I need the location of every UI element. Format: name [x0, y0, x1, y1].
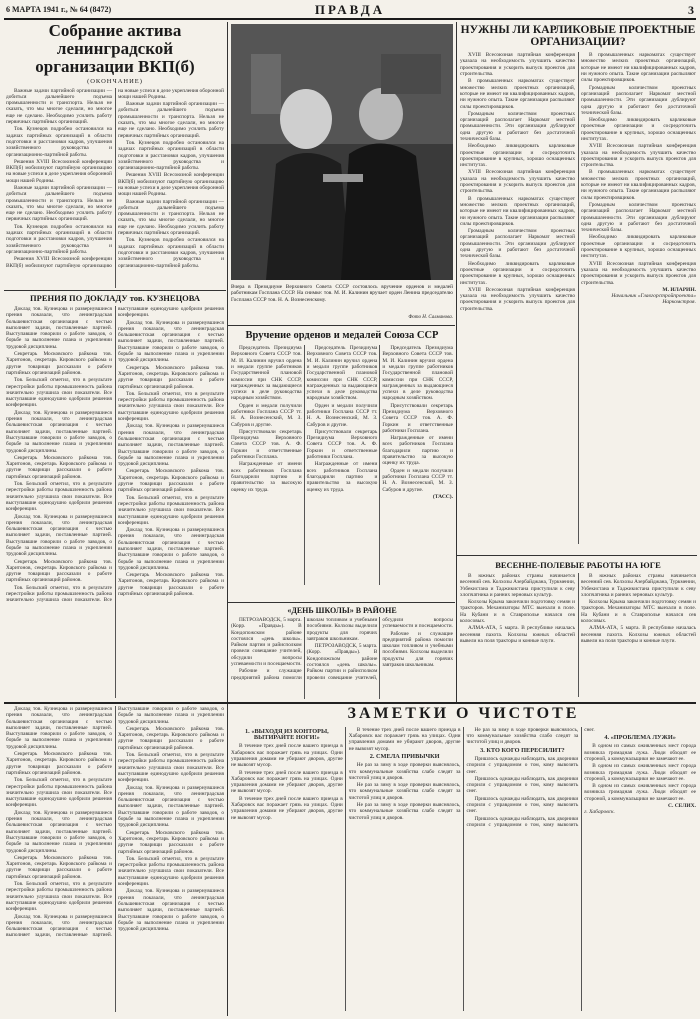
article-paragraph: В течение трех дней после вашего приезда в Хабаровск вас поражает грязь на улицах. Одни управления домами не убирают дворов, другие не вывозят мусор.	[231, 743, 343, 769]
article-headline: ПРЕНИЯ ПО ДОКЛАДУ тов. КУЗНЕЦОВА	[30, 293, 200, 303]
article-debate-continued	[6, 706, 224, 1014]
article-paragraph: Решения XVIII Всесоюзной конференции ВКП(б) мобилизуют партийную организацию на новые успехи в деле укрепления оборонной мощи нашей Родины.	[6, 158, 112, 184]
article-paragraph: Рабочие и служащие предприятий района помогли школам топливом и учебными пособиями. Колхозы выделили продукты для горячих завтраков школьникам.	[382, 630, 453, 669]
article-paragraph: Не раз за зиму в ходе проверки выяснялось, что коммунальные хозяйства слабо следят за чистотой улиц и дворов.	[348, 762, 461, 781]
newspaper-title: ПРАВДА	[314, 2, 386, 17]
article-paragraph: Пришлось однажды наблюдать, как дворники спорили с управдомом о том, кому вывозить снег.	[466, 795, 579, 815]
article-paragraph: XVIII Всесоюзная партийная конференция указала на необходимость улучшить качество проектирования и ускорить выпуск проектов для строительства.	[460, 286, 575, 312]
article-paragraph: Секретарь Московского райкома тов. Харитонов, секретарь Кировского райкома и другие товарищи рассказали о работе партийных организаций районов.	[6, 751, 112, 776]
article-paragraph: АЛМА-АТА, 5 марта. В республике началась весенняя пахота. Колхозы южных областей вывели на поля тракторы и конные плуги.	[581, 625, 696, 644]
article-paragraph: В южных районах страны начинается весенний сев. Колхозы Азербайджана, Туркмении, Узбекистана и Таджикистана приступили к севу хлопчатника и ранних зерновых культур.	[460, 573, 575, 598]
article-paragraph: Не раз за зиму в ходе проверки выяснялось, что коммунальные хозяйства слабо следят за чистотой улиц и дворов.	[348, 802, 461, 821]
article-paragraph: Секретарь Московского райкома тов. Харитонов, секретарь Кировского райкома и другие товарищи рассказали о работе партийных организаций районов.	[118, 572, 224, 598]
article-paragraph: Тов. Бельский отметил, что в результате перестройки работы промышленность района значительно улучшила свои показатели. Все выступавшие единодушно одобрили решения конференции.	[6, 777, 112, 809]
article-paragraph: Доклад тов. Кузнецова и развернувшиеся прения показали, что ленинградская большевистская организация с честью выполняет задачи, поставленные партией. Выступавшие говорили о работе заводов, о борьбе за выполнение плана и укреплении трудовой дисциплины.	[118, 319, 224, 364]
article-spring-fieldwork	[460, 560, 696, 700]
article-paragraph: Доклад тов. Кузнецова и развернувшиеся прения показали, что ленинградская большевистская организация с честью выполняет задачи, поставленные партией. Выступавшие говорили о работе заводов, о борьбе за выполнение плана и укреплении трудовой дисциплины.	[118, 888, 224, 933]
article-paragraph: Рабочие и служащие предприятий района помогли школам топливом и учебными пособиями. Колхозы выделили продукты для горячих завтраков школьникам.	[231, 617, 378, 681]
photo-credit: Фото Н. Салманова.	[408, 315, 453, 320]
article-paragraph: ПЕТРОЗАВОДСК, 5 марта. (Корр. «Правды»). В Кондопожском районе состоялся «день школы». Райком партии и райисполком провели совещание учителей, обсудили вопросы успеваемости и посещаемости.	[306, 617, 453, 681]
article-paragraph: XVIII Всесоюзная партийная конференция указала на необходимость улучшить качество проектирования и ускорить выпуск проектов для строительства.	[460, 169, 575, 195]
article-paragraph: Орден и медали получили работники Госплана СССР тт. Н. А. Вознесенский, М. З. Сабуров и другие.	[231, 402, 302, 428]
article-paragraph: Председатель Президиума Верховного Совета СССР тов. М. И. Калинин вручил ордена и медали группе работников Государственной плановой комиссии при СНК СССР, награжденных за выдающиеся успехи в деле руководства народным хозяйством.	[306, 345, 378, 402]
article-paragraph: Важные задачи партийной организации — добиться дальнейшего подъема промышленности и транспорта. Нельзя не сказать, что мы многое сделали, но многое еще не сделано. Необходимо усилить работу первичных партийных организаций.	[118, 198, 224, 237]
article-signature: (ТАСС).	[432, 493, 453, 500]
article-paragraph: Колхозы Крыма закончили подготовку семян и тракторов. Механизаторы МТС выехали в поле. На Кубани и в Ставрополье начался сев колосовых.	[460, 599, 575, 625]
issue-date: 6 МАРТА 1941 г., № 64 (8472)	[6, 5, 112, 14]
section-heading: 2. СМЕЛА ПРИВЫЧКИ	[369, 752, 440, 760]
article-paragraph: Необходимо ликвидировать карликовые проектные организации и сосредоточить проектирование в крупных, хорошо оснащенных институтах.	[581, 234, 696, 260]
article-paragraph: Решения XVIII Всесоюзной конференции ВКП(б) мобилизуют партийную организацию на новые успехи в деле укрепления оборонной мощи нашей Родины.	[6, 87, 224, 269]
article-paragraph: Доклад тов. Кузнецова и развернувшиеся прения показали, что ленинградская большевистская организация с честью выполняет задачи, поставленные партией. Выступавшие говорили о работе заводов, о борьбе за выполнение плана и укреплении трудовой дисциплины.	[6, 513, 112, 558]
article-paragraph: XVIII Всесоюзная партийная конференция указала на необходимость улучшить качество проектирования и ускорить выпуск проектов для строительства.	[581, 143, 696, 169]
article-paragraph: Тов. Кузнецов подробно остановился на задачах партийных организаций в области подготовки и расстановки кадров, улучшения хозяйственного руководства и организационно-партийной работы.	[118, 139, 224, 172]
article-headline: ЗАМЕТКИ О ЧИСТОТЕ	[347, 706, 580, 722]
article-paragraph: В течение трех дней после вашего приезда в Хабаровск вас поражает грязь на улицах. Одни управления домами не убирают дворов, другие не вывозят мусор.	[231, 769, 343, 795]
article-design-organizations	[460, 24, 696, 552]
article-paragraph: Необходимо ликвидировать карликовые проектные организации и сосредоточить проектирование в крупных, хорошо оснащенных институтах.	[460, 143, 575, 169]
section-heading: 1. «ВЫХОДЯ ИЗ КОНТОРЫ, ВЫТИРАЙТЕ НОГИ!»	[245, 727, 329, 742]
article-paragraph: Тов. Кузнецов подробно остановился на задачах партийных организаций в области подготовки и расстановки кадров, улучшения хозяйственного руководства и организационно-партийной работы.	[6, 223, 112, 255]
article-paragraph: Орден и медали получили работники Госплана СССР тт. Н. А. Вознесенский, М. З. Сабуров и другие.	[382, 467, 453, 493]
article-paragraph: Громадным количеством проектных организаций располагает Наркомат местной промышленности. Эти организации дублируют одна другую и работают без достаточной технической базы.	[460, 110, 575, 142]
article-paragraph: Важные задачи партийной организации — добиться дальнейшего подъема промышленности и транспорта. Нельзя не сказать, что мы многое сделали, но многое еще не сделано. Необходимо усилить работу первичных партийных организаций.	[6, 87, 112, 126]
article-paragraph: Не раз за зиму в ходе проверки выяснялось, что коммунальные хозяйства слабо следят за чистотой улиц и дворов.	[466, 726, 579, 746]
article-paragraph: Доклад тов. Кузнецова и развернувшиеся прения показали, что ленинградская большевистская организация с честью выполняет задачи, поставленные партией. Выступавшие говорили о работе заводов, о борьбе за выполнение плана и укреплении трудовой дисциплины.	[118, 423, 224, 468]
article-paragraph: Присутствовали секретарь Президиума Верховного Совета СССР тов. А. Ф. Горкин и ответственные работники Госплана.	[382, 402, 453, 434]
article-paragraph: Председатель Президиума Верховного Совета СССР тов. М. И. Калинин вручил ордена и медали группе работников Государственной плановой комиссии при СНК СССР, награжденных за выдающиеся успехи в деле руководства народным хозяйством.	[382, 345, 453, 402]
article-paragraph: Тов. Бельский отметил, что в результате перестройки работы промышленность района значительно улучшила свои показатели. Все выступавшие единодушно одобрили решения конференции.	[6, 306, 224, 604]
section-heading: 4. «ПРОБЛЕМА ЛУЖИ»	[604, 734, 676, 742]
article-paragraph: В течение трех дней после вашего приезда в Хабаровск вас поражает грязь на улицах. Одни управления домами не убирают дворов, другие не вывозят мусор.	[231, 795, 343, 821]
article-paragraph: Награжденные от имени всех работников Госплана благодарили партию и правительство за высокую оценку их труда.	[306, 461, 378, 493]
section-heading: 3. КТО КОГО ПЕРЕСИЛИТ?	[480, 746, 565, 754]
article-paragraph: Награжденные от имени всех работников Госплана благодарили партию и правительство за высокую оценку их труда.	[382, 435, 453, 467]
article-paragraph: Тов. Кузнецов подробно остановился на задачах партийных организаций в области подготовки и расстановки кадров, улучшения хозяйственного руководства и организационно-партийной работы.	[6, 126, 112, 158]
article-paragraph: Необходимо ликвидировать карликовые проектные организации и сосредоточить проектирование в крупных, хорошо оснащенных институтах.	[460, 260, 575, 286]
article-paragraph: Орден и медали получили работники Госплана СССР тт. Н. А. Вознесенский, М. З. Сабуров и другие.	[306, 402, 378, 428]
article-awards	[231, 330, 453, 598]
article-paragraph: Тов. Бельский отметил, что в результате перестройки работы промышленность района значительно улучшила свои показатели. Все выступавшие единодушно одобрили решения конференции.	[118, 855, 224, 888]
article-paragraph: Секретарь Московского райкома тов. Харитонов, секретарь Кировского райкома и другие товарищи рассказали о работе партийных организаций районов.	[6, 558, 112, 584]
article-paragraph: Пришлось однажды наблюдать, как дворники спорили с управдомом о том, кому вывозить снег.	[466, 726, 595, 828]
article-paragraph: Председатель Президиума Верховного Совета СССР тов. М. И. Калинин вручил ордена и медали группе работников Государственной плановой комиссии при СНК СССР, награжденных за выдающиеся успехи в деле руководства народным хозяйством.	[231, 345, 302, 402]
award-photo	[231, 24, 453, 280]
article-paragraph: Доклад тов. Кузнецова и развернувшиеся прения показали, что ленинградская большевистская организация с честью выполняет задачи, поставленные партией. Выступавшие говорили о работе заводов, о борьбе за выполнение плана и укреплении трудовой дисциплины.	[118, 784, 224, 829]
article-paragraph: Присутствовали секретарь Президиума Верховного Совета СССР тов. А. Ф. Горкин и ответственные работники Госплана.	[306, 428, 378, 461]
article-paragraph: В течение трех дней после вашего приезда в Хабаровск вас поражает грязь на улицах. Одни управления домами не убирают дворов, другие не вывозят мусор.	[348, 726, 461, 752]
article-paragraph: Доклад тов. Кузнецова и развернувшиеся прения показали, что ленинградская большевистская организация с честью выполняет задачи, поставленные партией. Выступавшие говорили о работе заводов, о борьбе за выполнение плана и укреплении трудовой дисциплины.	[118, 527, 224, 571]
article-headline: Собрание актива ленинградской организации ВКП(б)	[35, 22, 195, 76]
article-paragraph: В промышленных наркоматах существует множество мелких проектных организаций, которые не имеют ни квалифицированных кадров, ни нужного опыта. Такие организации распыляют силы проектировщиков.	[581, 52, 696, 84]
article-paragraph: Необходимо ликвидировать карликовые проектные организации и сосредоточить проектирование в крупных, хорошо оснащенных институтах.	[581, 117, 696, 142]
article-paragraph: Решения XVIII Всесоюзной конференции ВКП(б) мобилизуют партийную организацию на новые успехи в деле укрепления оборонной мощи нашей Родины.	[118, 172, 224, 198]
article-paragraph: Доклад тов. Кузнецова и развернувшиеся прения показали, что ленинградская большевистская организация с честью выполняет задачи, поставленные партией. Выступавшие говорили о работе заводов, о борьбе за выполнение плана и укреплении трудовой дисциплины.	[6, 306, 112, 350]
article-paragraph: Не раз за зиму в ходе проверки выяснялось, что коммунальные хозяйства слабо следят за чистотой улиц и дворов.	[348, 782, 461, 801]
article-paragraph: Доклад тов. Кузнецова и развернувшиеся прения показали, что ленинградская большевистская организация с честью выполняет задачи, поставленные партией. Выступавшие говорили о работе заводов, о борьбе за выполнение плана и укреплении трудовой дисциплины.	[6, 409, 112, 454]
article-paragraph: Секретарь Московского райкома тов. Харитонов, секретарь Кировского райкома и другие товарищи рассказали о работе партийных организаций районов.	[6, 854, 112, 880]
article-paragraph: В южных районах страны начинается весенний сев. Колхозы Азербайджана, Туркмении, Узбекистана и Таджикистана приступили к севу хлопчатника и ранних зерновых культур.	[581, 573, 696, 598]
article-school-day	[231, 606, 453, 700]
article-paragraph: В промышленных наркоматах существует множество мелких проектных организаций, которые не имеют ни квалифицированных кадров, ни нужного опыта. Такие организации распыляют силы проектировщиков.	[460, 78, 575, 110]
article-paragraph: Тов. Бельский отметил, что в результате перестройки работы промышленность района значительно улучшила свои показатели. Все выступавшие единодушно одобрили решения конференции.	[6, 377, 112, 409]
article-headline: ВЕСЕННЕ-ПОЛЕВЫЕ РАБОТЫ НА ЮГЕ	[495, 560, 661, 570]
article-paragraph: Колхозы Крыма закончили подготовку семян и тракторов. Механизаторы МТС выехали в поле. На Кубани и в Ставрополье начался сев колосовых.	[581, 599, 696, 625]
article-paragraph: Тов. Бельский отметил, что в результате перестройки работы промышленность района значительно улучшила свои показатели. Все выступавшие единодушно одобрили решения конференции.	[6, 881, 112, 913]
article-paragraph: Секретарь Московского райкома тов. Харитонов, секретарь Кировского райкома и другие товарищи рассказали о работе партийных организаций районов.	[118, 468, 224, 494]
article-paragraph: Тов. Кузнецов подробно остановился на задачах партийных организаций в области подготовки и расстановки кадров, улучшения хозяйственного руководства и организационно-партийной работы.	[118, 237, 224, 269]
article-paragraph: АЛМА-АТА, 5 марта. В республике началась весенняя пахота. Колхозы южных областей вывели на поля тракторы и конные плуги.	[460, 625, 575, 644]
article-paragraph: Важные задачи партийной организации — добиться дальнейшего подъема промышленности и транспорта. Нельзя не сказать, что мы многое сделали, но многое еще не сделано. Необходимо усилить работу первичных партийных организаций.	[6, 184, 112, 223]
article-paragraph: В промышленных наркоматах существует множество мелких проектных организаций, которые не имеют ни квалифицированных кадров, ни нужного опыта. Такие организации распыляют силы проектировщиков.	[581, 169, 696, 201]
article-paragraph: Доклад тов. Кузнецова и развернувшиеся прения показали, что ленинградская большевистская организация с честью выполняет задачи, поставленные партией. Выступавшие говорили о работе заводов, о борьбе за выполнение плана и укреплении трудовой дисциплины.	[6, 809, 112, 854]
article-paragraph: Доклад тов. Кузнецова и развернувшиеся прения показали, что ленинградская большевистская организация с честью выполняет задачи, поставленные партией. Выступавшие говорили о работе заводов, о борьбе за выполнение плана и укреплении трудовой дисциплины.	[6, 706, 224, 939]
article-signature: М. ИЛАРИН.	[662, 286, 696, 293]
article-paragraph: Громадным количеством проектных организаций располагает Наркомат местной промышленности. Эти организации дублируют одна другую и работают без достаточной технической базы.	[581, 201, 696, 234]
article-paragraph: Секретарь Московского райкома тов. Харитонов, секретарь Кировского райкома и другие товарищи рассказали о работе партийных организаций районов.	[6, 454, 112, 480]
article-headline: «ДЕНЬ ШКОЛЫ» В РАЙОНЕ	[287, 606, 397, 615]
article-paragraph: Секретарь Московского райкома тов. Харитонов, секретарь Кировского райкома и другие товарищи рассказали о работе партийных организаций районов.	[6, 351, 112, 376]
article-paragraph: Присутствовали секретарь Президиума Верховного Совета СССР тов. А. Ф. Горкин и ответственные работники Госплана.	[231, 428, 302, 461]
article-paragraph: Пришлось однажды наблюдать, как дворники спорили с управдомом о том, кому вывозить снег.	[466, 775, 579, 795]
article-subtitle: (ОКОНЧАНИЕ)	[87, 77, 143, 85]
article-cleanliness-notes	[231, 706, 696, 1014]
article-paragraph: ПЕТРОЗАВОДСК, 5 марта. (Корр. «Правды»). В Кондопожском районе состоялся «день школы». Райком партии и райисполком провели совещание учителей, обсудили вопросы успеваемости и посещаемости.	[231, 617, 302, 668]
article-party-meeting	[6, 22, 224, 288]
article-headline: НУЖНЫ ЛИ КАРЛИКОВЫЕ ПРОЕКТНЫЕ ОРГАНИЗАЦИИ?	[460, 24, 696, 49]
page-number: 3	[688, 3, 694, 17]
article-paragraph: Секретарь Московского райкома тов. Харитонов, секретарь Кировского райкома и другие товарищи рассказали о работе партийных организаций районов.	[118, 725, 224, 751]
article-paragraph: XVIII Всесоюзная партийная конференция указала на необходимость улучшить качество проектирования и ускорить выпуск проектов для строительства.	[460, 52, 575, 78]
article-paragraph: Тов. Бельский отметил, что в результате перестройки работы промышленность района значительно улучшила свои показатели. Все выступавшие единодушно одобрили решения конференции.	[118, 752, 224, 784]
masthead	[4, 2, 696, 20]
article-paragraph: В промышленных наркоматах существует множество мелких проектных организаций, которые не имеют ни квалифицированных кадров, ни нужного опыта. Такие организации распыляют силы проектировщиков.	[460, 195, 575, 227]
photo-image	[231, 24, 453, 280]
article-paragraph: В одном из самых оживленных мест города возникла громадная лужа. Люди обходят ее стороной, а коммунальщики не замечают ее.	[584, 743, 696, 762]
article-paragraph: Награжденные от имени всех работников Госплана благодарили партию и правительство за высокую оценку их труда.	[231, 461, 302, 493]
photo-caption: Вчера в Президиуме Верховного Совета СССР состоялось вручение орденов и медалей работникам Госплана СССР. На снимке: тов. М. И. Калинин вручает орден Ленина председателю Госплана СССР тов. Н. А. Вознесенскому.	[231, 284, 453, 303]
article-signature: С. СЕЛИХ.	[667, 803, 696, 810]
article-paragraph: XVIII Всесоюзная партийная конференция указала на необходимость улучшить качество проектирования и ускорить выпуск проектов для строительства.	[581, 260, 696, 286]
article-debate	[6, 293, 224, 698]
article-paragraph: Тов. Бельский отметил, что в результате перестройки работы промышленность района значительно улучшила свои показатели. Все выступавшие единодушно одобрили решения конференции.	[118, 390, 224, 423]
article-paragraph: Тов. Бельский отметил, что в результате перестройки работы промышленность района значительно улучшила свои показатели. Все выступавшие единодушно одобрили решения конференции.	[6, 481, 112, 513]
article-paragraph: В одном из самых оживленных мест города возникла громадная лужа. Люди обходят ее стороной, а коммунальщики не замечают ее.	[584, 763, 696, 782]
article-headline: Вручение орденов и медалей Союза ССР	[245, 330, 439, 341]
article-paragraph: Тов. Бельский отметил, что в результате перестройки работы промышленность района значительно улучшила свои показатели. Все выступавшие единодушно одобрили решения конференции.	[118, 494, 224, 526]
article-location: г. Хабаровск.	[584, 809, 615, 816]
article-paragraph: Громадным количеством проектных организаций располагает Наркомат местной промышленности. Эти организации дублируют одна другую и работают без достаточной технической базы.	[460, 228, 575, 260]
article-paragraph: В одном из самых оживленных мест города возникла громадная лужа. Люди обходят ее стороной, а коммунальщики не замечают ее.	[584, 783, 696, 802]
article-paragraph: Важные задачи партийной организации — добиться дальнейшего подъема промышленности и транспорта. Нельзя не сказать, что мы многое сделали, но многое еще не сделано. Необходимо усилить работу первичных партийных организаций.	[118, 101, 224, 139]
article-paragraph: Доклад тов. Кузнецова и развернувшиеся прения показали, что ленинградская большевистская организация с честью выполняет задачи, поставленные партией. Выступавшие говорили о работе заводов, о борьбе за выполнение плана и укреплении трудовой дисциплины.	[6, 706, 112, 750]
article-paragraph: Громадным количеством проектных организаций располагает Наркомат местной промышленности. Эти организации дублируют одна другую и работают без достаточной технической базы.	[581, 84, 696, 116]
author-title: Начальник «Главгорстройпроекта» Наркомстроя.	[611, 293, 696, 306]
article-paragraph: Секретарь Московского райкома тов. Харитонов, секретарь Кировского райкома и другие товарищи рассказали о работе партийных организаций районов.	[118, 364, 224, 390]
article-paragraph: Секретарь Московского райкома тов. Харитонов, секретарь Кировского райкома и другие товарищи рассказали о работе партийных организаций районов.	[118, 829, 224, 855]
article-paragraph: Пришлось однажды наблюдать, как дворники спорили с управдомом о том, кому вывозить снег.	[466, 755, 579, 775]
